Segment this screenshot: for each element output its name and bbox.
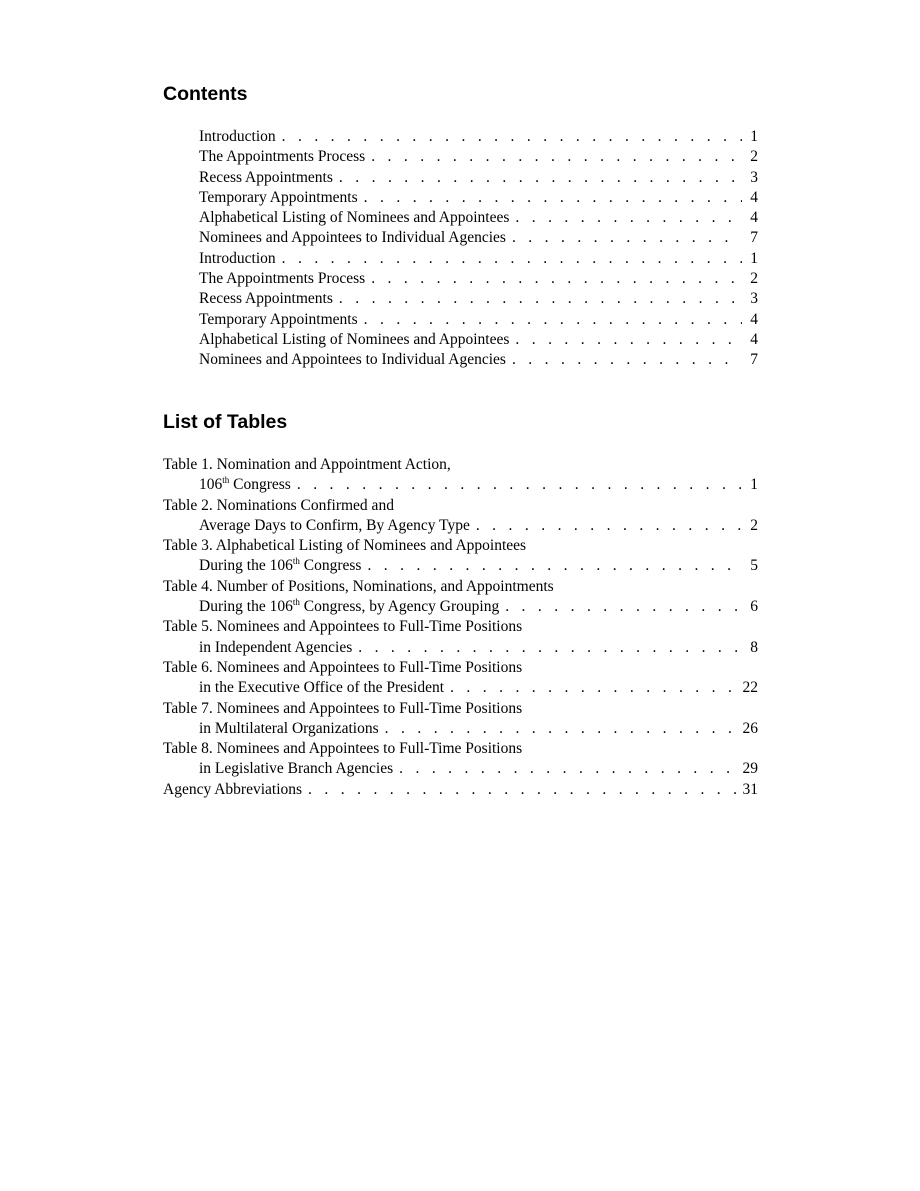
dot-leader xyxy=(399,759,740,779)
toc-entry-page: 3 xyxy=(750,168,758,186)
table-entry-continuation[interactable] xyxy=(163,678,758,698)
ordinal-superscript: th xyxy=(222,475,230,486)
table-entry-page: 26 xyxy=(742,719,758,737)
table-entry-subtitle xyxy=(199,638,352,658)
toc-entry-page: 4 xyxy=(750,188,758,206)
table-entry-continuation[interactable] xyxy=(163,719,758,739)
table-entry-caption[interactable] xyxy=(163,739,758,759)
toc-entry-page: 7 xyxy=(750,229,758,247)
table-entry-subtitle xyxy=(199,678,444,698)
table-entry-page: 6 xyxy=(750,598,758,616)
table-entry-continuation[interactable] xyxy=(163,475,758,495)
table-entry-page: 5 xyxy=(750,557,758,575)
contents-heading: Contents xyxy=(163,83,248,105)
table-entry-continuation[interactable] xyxy=(163,556,758,576)
toc-entry-title: Alphabetical Listing of Nominees and Appointees xyxy=(199,209,510,227)
toc-entry-title: Nominees and Appointees to Individual Agencies xyxy=(199,351,506,369)
subtitle-text: Average Days to Confirm, By Agency Type xyxy=(199,516,470,534)
table-entry-page: 2 xyxy=(750,516,758,534)
table-entry-caption[interactable] xyxy=(163,658,758,678)
table-entry-caption[interactable] xyxy=(163,455,758,475)
toc-entry-title: Nominees and Appointees to Individual Agencies xyxy=(199,229,506,247)
toc-entry[interactable] xyxy=(163,269,758,289)
subtitle-text: Congress, by Agency Grouping xyxy=(299,598,500,616)
toc-entry-page: 3 xyxy=(750,290,758,308)
table-entry-title: Table 3. Alphabetical Listing of Nominees and Appointees xyxy=(163,537,527,555)
table-entry-subtitle xyxy=(199,516,470,536)
table-entry-subtitle xyxy=(199,759,393,779)
dot-leader xyxy=(512,228,742,248)
toc-entry-agency-abbreviations[interactable] xyxy=(163,780,758,800)
toc-entry[interactable] xyxy=(163,127,758,147)
dot-leader xyxy=(371,269,742,289)
table-entry-page: 22 xyxy=(742,679,758,697)
dot-leader xyxy=(339,289,742,309)
dot-leader xyxy=(339,168,742,188)
toc-entry[interactable] xyxy=(163,310,758,330)
table-entry-title: Table 2. Nominations Confirmed and xyxy=(163,496,394,514)
dot-leader xyxy=(282,249,742,269)
table-entry-title: Table 6. Nominees and Appointees to Full-Time Positions xyxy=(163,658,523,676)
toc-entry-page: 4 xyxy=(750,209,758,227)
toc-entry-page: 1 xyxy=(750,128,758,145)
dot-leader xyxy=(364,310,742,330)
toc-entry[interactable] xyxy=(163,188,758,208)
list-of-tables xyxy=(163,455,758,800)
dot-leader xyxy=(505,597,742,617)
ordinal-superscript: th xyxy=(292,597,300,608)
contents-list xyxy=(163,127,758,371)
toc-entry[interactable] xyxy=(163,330,758,350)
toc-entry-title: Introduction xyxy=(199,249,276,267)
toc-entry-title: Temporary Appointments xyxy=(199,188,358,206)
table-entry-subtitle xyxy=(199,597,499,617)
toc-entry-page: 4 xyxy=(750,310,758,328)
toc-entry-title: Recess Appointments xyxy=(199,168,333,186)
toc-entry[interactable] xyxy=(163,289,758,309)
dot-leader xyxy=(450,678,740,698)
table-entry-caption[interactable] xyxy=(163,699,758,719)
table-entry-caption[interactable] xyxy=(163,496,758,516)
dot-leader xyxy=(367,556,742,576)
dot-leader xyxy=(282,127,742,147)
toc-entry-title: The Appointments Process xyxy=(199,270,366,288)
toc-entry[interactable] xyxy=(163,249,758,269)
toc-entry-title: Introduction xyxy=(199,128,276,145)
dot-leader xyxy=(364,188,742,208)
toc-entry-page: 31 xyxy=(742,780,758,798)
subtitle-text: 106 xyxy=(199,476,223,494)
toc-entry[interactable] xyxy=(163,228,758,248)
table-entry-caption[interactable] xyxy=(163,617,758,637)
toc-entry-page: 2 xyxy=(750,148,758,166)
table-entry-page: 1 xyxy=(750,476,758,494)
toc-entry[interactable] xyxy=(163,168,758,188)
subtitle-text: in the Executive Office of the President xyxy=(199,679,445,697)
table-entry-caption[interactable] xyxy=(163,577,758,597)
table-entry-continuation[interactable] xyxy=(163,597,758,617)
subtitle-text: During the 106 xyxy=(199,598,293,616)
table-entry-title: Table 8. Nominees and Appointees to Full-Time Positions xyxy=(163,740,523,758)
toc-entry-title: The Appointments Process xyxy=(199,148,366,166)
toc-entry-page: 2 xyxy=(750,270,758,288)
subtitle-text: Congress xyxy=(299,557,362,575)
dot-leader xyxy=(515,208,742,228)
table-entry-subtitle xyxy=(199,556,361,576)
list-of-tables-heading: List of Tables xyxy=(163,411,288,433)
dot-leader xyxy=(297,475,742,495)
toc-entry-title: Recess Appointments xyxy=(199,290,333,308)
subtitle-text: in Legislative Branch Agencies xyxy=(199,760,394,778)
dot-leader xyxy=(515,330,742,350)
subtitle-text: Congress xyxy=(229,476,291,494)
toc-entry-title: Agency Abbreviations xyxy=(163,780,303,798)
dot-leader xyxy=(385,719,741,739)
table-entry-continuation[interactable] xyxy=(163,638,758,658)
table-entry-subtitle xyxy=(199,475,291,495)
table-entry-subtitle xyxy=(199,719,379,739)
table-entry-continuation[interactable] xyxy=(163,516,758,536)
toc-entry-page: 7 xyxy=(750,351,758,369)
toc-entry-page: 4 xyxy=(750,330,758,348)
dot-leader xyxy=(476,516,742,536)
toc-entry-page: 1 xyxy=(750,249,758,267)
dot-leader xyxy=(371,147,742,167)
toc-entry-title: Temporary Appointments xyxy=(199,310,358,328)
dot-leader xyxy=(512,350,742,370)
toc-entry[interactable] xyxy=(163,208,758,228)
table-entry-title: Table 5. Nominees and Appointees to Full-Time Positions xyxy=(163,618,523,636)
table-entry-continuation[interactable] xyxy=(163,759,758,779)
subtitle-text: During the 106 xyxy=(199,557,293,575)
subtitle-text: in Independent Agencies xyxy=(199,638,353,656)
dot-leader xyxy=(308,780,740,800)
toc-entry[interactable] xyxy=(163,147,758,167)
table-entry-title: Table 1. Nomination and Appointment Action, xyxy=(163,456,451,473)
toc-entry[interactable] xyxy=(163,350,758,370)
toc-entry-title: Alphabetical Listing of Nominees and Appointees xyxy=(199,330,510,348)
dot-leader xyxy=(358,638,742,658)
table-entry-caption[interactable] xyxy=(163,536,758,556)
table-entry-title: Table 7. Nominees and Appointees to Full-Time Positions xyxy=(163,699,523,717)
table-entry-page: 8 xyxy=(750,638,758,656)
table-entry-page: 29 xyxy=(742,760,758,778)
ordinal-superscript: th xyxy=(292,556,300,567)
table-entry-title: Table 4. Number of Positions, Nominations, and Appointments xyxy=(163,577,554,595)
subtitle-text: in Multilateral Organizations xyxy=(199,719,379,737)
